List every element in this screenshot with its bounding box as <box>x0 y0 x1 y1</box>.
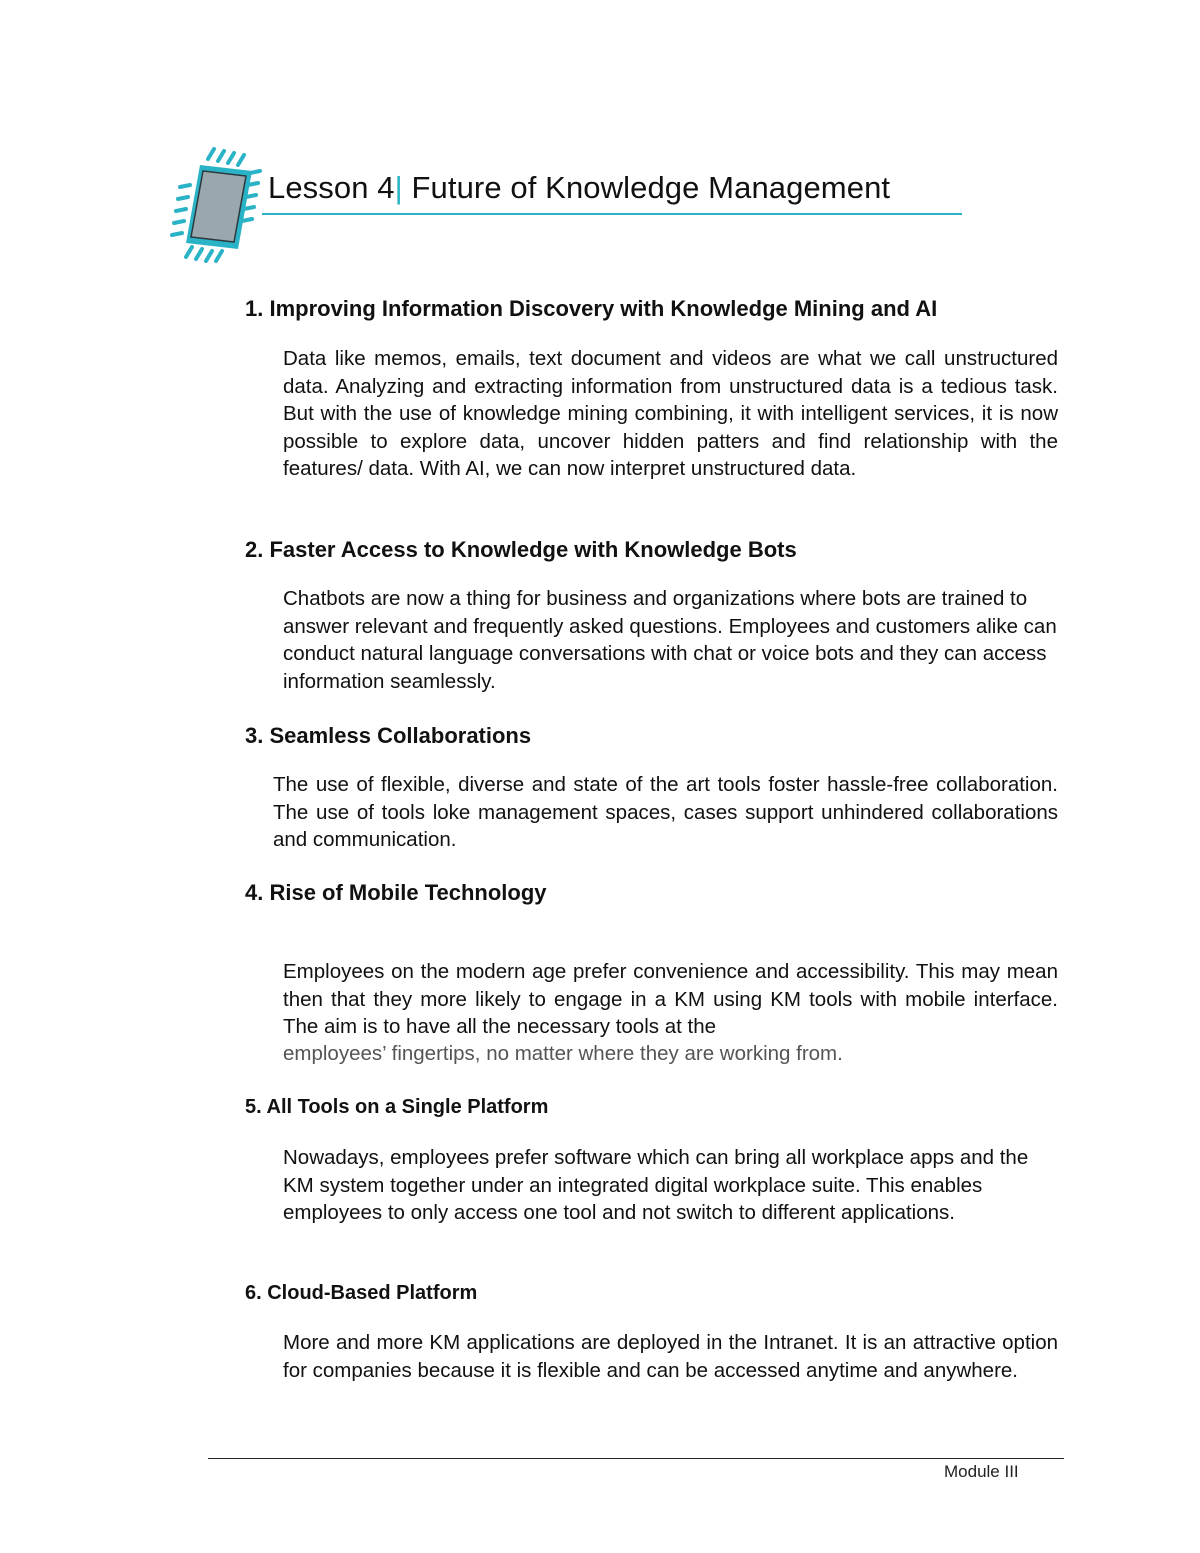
title-underline <box>262 213 962 215</box>
section-heading-1: 1. Improving Information Discovery with Knowledge Mining and AI <box>245 296 938 321</box>
section-body-4-last: employees’ fingertips, no matter where they are working from. <box>283 1042 843 1065</box>
section-heading-6: 6. Cloud-Based Platform <box>245 1282 478 1304</box>
section-body-5: Nowadays, employees prefer software which can bring all workplace apps and the KM system together under an integrated digital workplace suite. This enables employees to only access one tool and not switch to different applications. <box>283 1146 1029 1224</box>
section-body-4-text: Employees on the modern age prefer convenience and accessibility. This may mean then that they more likely to engage in a KM using KM tools with mobile interface. The aim is to have all the necessary tools at the <box>283 960 1058 1038</box>
section-heading-5: 5. All Tools on a Single Platform <box>245 1096 549 1118</box>
footer-divider <box>208 1458 1064 1459</box>
page-title <box>268 170 890 206</box>
section-body-2: Chatbots are now a thing for business and organizations where bots are trained to answer relevant and frequently asked questions. Employees and customers alike can conduct natural language conversations with chat or voice bots and they can access information seamlessly. <box>283 587 1057 693</box>
section-body-4 <box>283 958 1058 1041</box>
title-topic: Future of Knowledge Management <box>402 170 891 205</box>
section-body-6: More and more KM applications are deployed in the Intranet. It is an attractive option for companies because it is flexible and can be accessed anytime and anywhere. <box>283 1331 1058 1382</box>
footer-module-label: Module III <box>944 1462 1019 1481</box>
section-heading-4: 4. Rise of Mobile Technology <box>245 880 547 905</box>
section-body-1: Data like memos, emails, text document and videos are what we call unstructured data. Analyzing and extracting information from unstructured data is a tedious task. But with the use of knowledge mining combining, it with intelligent services, it is now possible to explore data, uncover hidden patters and find relationship with the features/ data. With AI, we can now interpret unstructured data. <box>283 347 1058 480</box>
title-separator: | <box>394 170 403 205</box>
section-heading-3: 3. Seamless Collaborations <box>245 723 532 748</box>
section-body-3: The use of flexible, diverse and state of the art tools foster hassle-free collaboration. The use of tools loke management spaces, cases support unhindered collaborations and communication. <box>273 773 1058 851</box>
microchip-icon <box>170 145 262 263</box>
section-heading-2: 2. Faster Access to Knowledge with Knowledge Bots <box>245 537 797 562</box>
title-lesson: Lesson 4 <box>268 170 395 205</box>
